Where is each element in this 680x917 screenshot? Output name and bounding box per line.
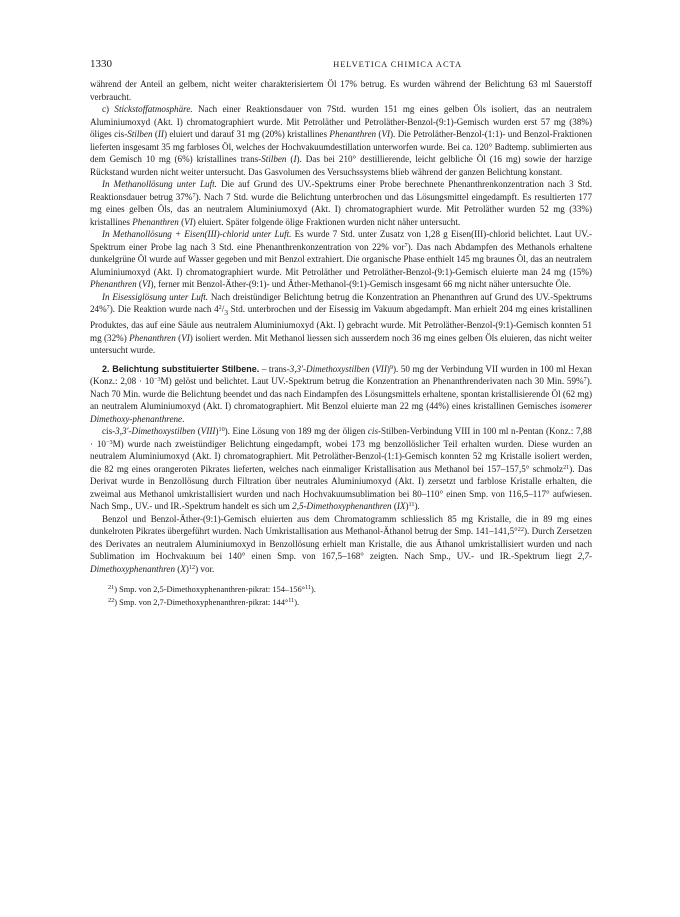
paragraph: Benzol und Benzol-Äther-(9:1)-Gemisch eluierten aus dem Chromatogramm schliesslich 85 mg Kristalle, die in 89 mg eines dunkelroten Pikrates übergeführt wurden. Nach Umkristallisation aus Methanol-Äthanol betrug der Smp. 141–141,5°$^{22}$). Durch Zersetzen des Derivates an neutralem Aluminiumoxyd in Benzollösung erhielt man Kristalle, die aus Äthanol umkristallisiert wurden und nach Sublimation im Hochvakuum bei 140° einen Smp. von 167,5–168° zeigten. Nach Smp., UV.- und IR.-Spektrum liegt 2,7-Dimethoxyphenanthren $(X)^{12}$) vor.	[90, 513, 592, 574]
body-text	[90, 78, 592, 609]
page-number: 1330	[90, 58, 112, 70]
paragraph: In Methanollösung unter Luft. Die auf Grund des UV.-Spektrums einer Probe berechnete Phenanthrenkonzentration nach 3 Std. Reaktionsdauer betrug 37%$^7$). Nach 7 Std. wurde die Belichtung unterbrochen und das Lösungsmittel eingedampft. Es resultierten 177 mg eines gelben Öls, das an neutralem Aluminiumoxyd (Akt. I) chromatographiert wurde. Mit Petroläther wurden 52 mg (33%) kristallines Phenanthren (VI) eluiert. Später folgende ölige Fraktionen wurden nicht näher untersucht.	[90, 179, 592, 227]
footnote: $^{22}$) Smp. von 2,7-Dimethoxyphenanthren-pikrat: 144°$^{11}$).	[108, 597, 300, 608]
journal-title: HELVETICA CHIMICA ACTA	[333, 59, 462, 69]
footnotes	[90, 583, 592, 609]
section-heading-paragraph: 2. Belichtung substituierter Stilbene. – trans-3,3′-Dimethoxystilben (VII)$^9$). 50 mg der Verbindung VII wurden in 100 ml Hexan (Konz.: $2,08 \cdot 10^{-3}M$) gelöst und belichtet. Laut UV.-Spektrum betrug die Konzentration an Phenanthrenderivaten nach 30 Min. 59%$^7$). Nach 70 Min. wurde die Belichtung beendet und das nach Eindampfen des Lösungsmittels erhaltene, spontan kristallisierende Öl (62 mg) an neutralem Aluminiumoxyd (Akt. I) chromatographiert. Mit Benzol eluierte man 22 mg (44%) eines kristallinen Gemisches isomerer Dimethoxy-phenanthrene.	[90, 363, 592, 424]
running-header	[90, 58, 592, 70]
paragraph: c) Stickstoffatmosphäre. Nach einer Reaktionsdauer von 7Std. wurden 151 mg eines gelben Öls isoliert, das an neutralem Aluminiumoxyd (Akt. I) chromatographiert wurde. Mit Petroläther und Petroläther-Benzol-(9:1)-Gemisch wurden erst 57 mg (38%) öliges cis-Stilben (II) eluiert und darauf 31 mg (20%) kristallines Phenanthren (VI). Die Petroläther-Benzol-(1:1)- und Benzol-Fraktionen lieferten insgesamt 35 mg farbloses Öl, welches der Hochvakuumdestillation unterworfen wurde. Bei ca. 120° Badtemp. sublimierten aus dem Gemisch 10 mg (6%) kristallines trans-Stilben (I). Das bei 210° destillierende, leicht gelbliche Öl (16 mg) sowie der harzige Rückstand wurden nicht weiter untersucht. Das Gasvolumen des Versuchssystems blieb während der ganzen Belichtung konstant.	[90, 104, 592, 177]
paragraph: während der Anteil an gelbem, nicht weiter charakterisiertem Öl 17% betrug. Es wurden während der Belichtung 63 ml Sauerstoff verbraucht.	[90, 79, 592, 102]
footnote: $^{21}$) Smp. von 2,5-Dimethoxyphenanthren-pikrat: 154–156°$^{11}$).	[108, 584, 316, 595]
paragraph: In Eisessiglösung unter Luft. Nach dreistündiger Belichtung betrug die Konzentration an Phenanthren auf Grund des UV.-Spektrums 24%$^7$). Die Reaktion wurde nach $4^2/_3$ Std. unterbrochen und der Eisessig im Vakuum abgedampft. Man erhielt 204 mg eines kristallinen Produktes, das auf eine Säule aus neutralem Aluminiumoxyd (Akt. I) gebracht wurde. Mit Petroläther-Benzol-(9:1)-Gemisch konnten 51 mg (32%) Phenanthren (VI) isoliert werden. Mit Methanol liessen sich ausserdem noch 36 mg eines gelben Öls eluieren, das nicht weiter untersucht wurde.	[90, 291, 592, 356]
paragraph: In Methanollösung + Eisen(III)-chlorid unter Luft. Es wurde 7 Std. unter Zusatz von 1,28 g Eisen(III)-chlorid belichtet. Laut UV.-Spektrum einer Probe lag nach 3 Std. eine Phenanthrenkonzentration von 22% vor$^7$). Das nach Abdampfen des Methanols erhaltene dunkelgrüne Öl wurde auf Wasser gegeben und mit Benzol extrahiert. Die organische Phase enthielt 145 mg braunes Öl, das an neutralem Aluminiumoxyd (Akt. I) chromatographiert wurde. Mit Petroläther und Petroläther-Benzol-(9:1)-Gemisch eluierte man 24 mg (15%) Phenanthren (VI), ferner mit Benzol-Äther-(9:1)- und Äther-Methanol-(9:1)-Gemisch insgesamt 66 mg nicht näher untersuchte Öle.	[90, 229, 593, 289]
paragraph: cis-3,3′-Dimethoxystilben (VIII)$^{10}$). Eine Lösung von 189 mg der öligen cis-Stilben-Verbindung VIII in 100 ml n-Pentan (Konz.: $7,88 \cdot 10^{-3}M$) wurde nach zweistündiger Belichtung eingedampft, wobei 173 mg benzollöslicher Teil erhalten wurden. Diese wurden an neutralem Aluminiumoxyd (Akt. I) chromatographiert. Mit Petroläther-Benzol-(1:1)-Gemisch konnten 52 mg Kristalle isoliert werden, die 82 mg eines orangeroten Pikrates lieferten, welches nach einmaliger Kristallisation aus Methanol bei 157–157,5° schmolz$^{21}$). Das Derivat wurde in Benzollösung durch Filtration über neutrales Aluminiumoxyd (Akt. I) zersetzt und farblose Kristalle erhalten, die zweimal aus Methanol umkristallisiert wurden und nach Hochvakuumsublimation bei 80–110° einen Smp. von 116,5–117° aufwiesen. Nach Smp., UV.- und IR.-Spektrum handelt es sich um 2,5-Dimethoxyphenanthren (IX)$^{11}$).	[90, 426, 593, 512]
